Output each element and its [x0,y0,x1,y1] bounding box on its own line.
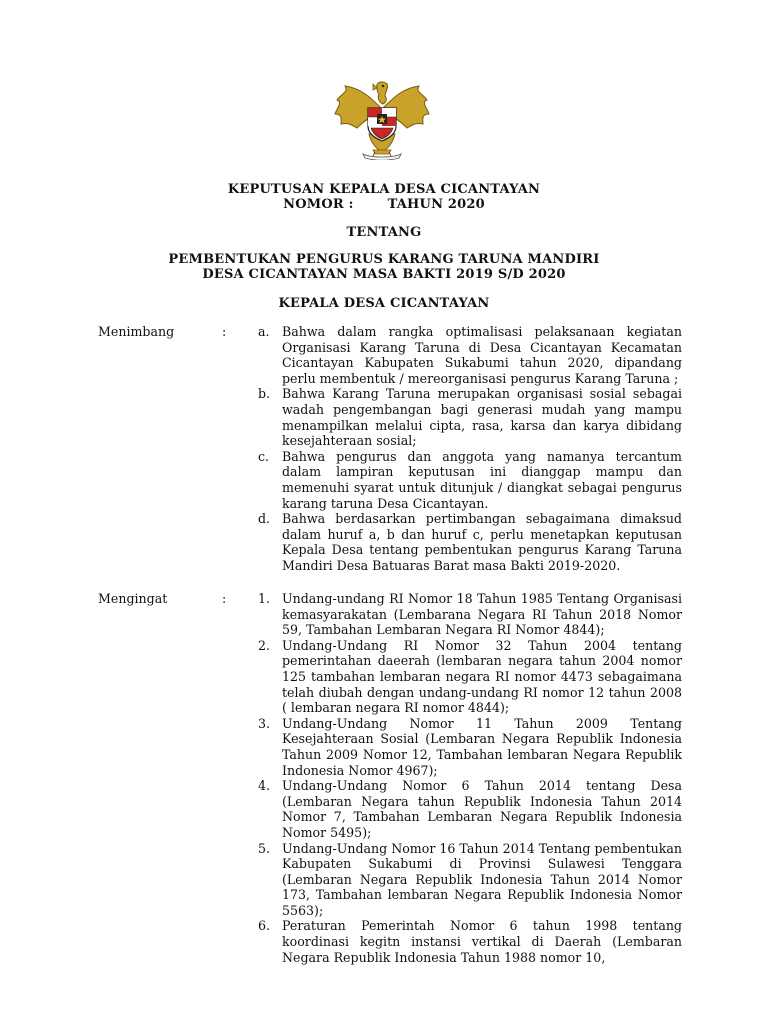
menimbang-item-c [258,449,682,511]
tahun-label: TAHUN 2020 [387,197,485,212]
menimbang-item-a [258,324,682,386]
list-item-text: Undang-Undang RI Nomor 32 Tahun 2004 tentang pemerintahan daeerah (lembaran negara tahun 2004 nomor 125 tambahan lembaran negara RI nomor 4473 sebagaimana telah diubah dengan undang-undang RI nomor 12 tahun 2008 ( lembaran negara RI nomor 4844); [282,637,682,716]
menimbang-list [258,324,682,574]
list-marker: 4. [258,778,271,794]
subject-line-2: DESA CICANTAYAN MASA BAKTI 2019 S/D 2020 [202,267,566,282]
list-item-text: Undang-Undang Nomor 16 Tahun 2014 Tentang pembentukan Kabupaten Sukabumi di Provinsi Sulawesi Tenggara (Lembaran Negara Republik Indonesia Tahun 2014 Nomor 173, Tambahan lembaran Negara Republik Indonesia Nomor 5563); [282,840,682,918]
mengingat-item-6 [258,918,682,965]
list-marker: 2. [258,637,271,653]
mengingat-list [258,591,682,965]
list-marker: c. [258,448,270,464]
list-item-text: Bahwa berdasarkan pertimbangan sebagaimana dimaksud dalam huruf a, b dan huruf c, perlu menetapkan keputusan Kepala Desa tentang pembentukan pengurus Karang Taruna Mandiri Desa Batuaras Barat masa Bakti 2019-2020. [282,511,682,573]
list-item-text: Bahwa pengurus dan anggota yang namanya tercantum dalam lampiran keputusan ini dianggap mampu dan memenuhi syarat untuk ditunjuk / diangkat sebagai pengurus karang taruna Desa Cicantayan. [282,448,682,511]
mengingat-label: Mengingat [98,591,168,606]
list-item-text: Bahwa dalam rangka optimalisasi pelaksanaan kegiatan Organisasi Karang Taruna di Desa Cicantayan Kecamatan Cicantayan Kabupaten Sukabumi tahun 2020, dipandang perlu membentuk / mereorganisasi pengurus Karang Taruna ; [282,324,682,386]
tentang-heading: TENTANG [346,225,422,240]
mengingat-item-3 [258,716,682,778]
list-marker: b. [258,386,271,402]
document-number [0,197,768,213]
list-marker: 1. [258,591,271,606]
mengingat-item-1 [258,591,682,638]
menimbang-item-b [258,386,682,448]
menimbang-colon: : [222,324,227,339]
nomor-label: NOMOR : [283,197,354,212]
list-marker: 6. [258,918,271,934]
menimbang-item-d [258,511,682,573]
list-item-text: Peraturan Pemerintah Nomor 6 tahun 1998 tentang koordinasi kegitn instansi vertikal di Daerah (Lembaran Negara Republik Indonesia Tahun 1988 nomor 10, [282,918,682,965]
mengingat-item-5 [258,841,682,919]
issuer-heading: KEPALA DESA CICANTAYAN [278,296,490,311]
list-marker: 5. [258,840,271,856]
list-marker: a. [258,324,270,339]
list-item-text: Undang-undang RI Nomor 18 Tahun 1985 Tentang Organisasi kemasyarakatan (Lembarana Negara RI Tahun 2018 Nomor 59, Tambahan Lembaran Negara RI Nomor 4844); [282,591,682,638]
mengingat-colon: : [222,591,227,606]
garuda-emblem-icon [331,78,433,160]
list-item-text: Undang-Undang Nomor 6 Tahun 2014 tentang Desa (Lembaran Negara tahun Republik Indonesia Tahun 2014 Nomor 7, Tambahan Lembaran Negara Republik Indonesia Nomor 5495); [282,778,682,840]
mengingat-item-4 [258,778,682,840]
list-marker: d. [258,511,271,527]
list-item-text: Bahwa Karang Taruna merupakan organisasi sosial sebagai wadah pengembangan bagi generasi mudah yang mampu menampilkan melalui cipta, rasa, karsa dan karya dibidang kesejahteraan sosial; [282,386,682,449]
subject-line-1: PEMBENTUKAN PENGURUS KARANG TARUNA MANDIRI [168,252,600,267]
list-item-text: Undang-Undang Nomor 11 Tahun 2009 Tentang Kesejahteraan Sosial (Lembaran Negara Republik Indonesia Tahun 2009 Nomor 12, Tambahan lembaran Negara Republik Indonesia Nomor 4967); [282,715,682,778]
document-title: KEPUTUSAN KEPALA DESA CICANTAYAN [227,182,541,197]
menimbang-label: Menimbang [98,324,175,339]
mengingat-item-2 [258,638,682,716]
list-marker: 3. [258,715,271,731]
